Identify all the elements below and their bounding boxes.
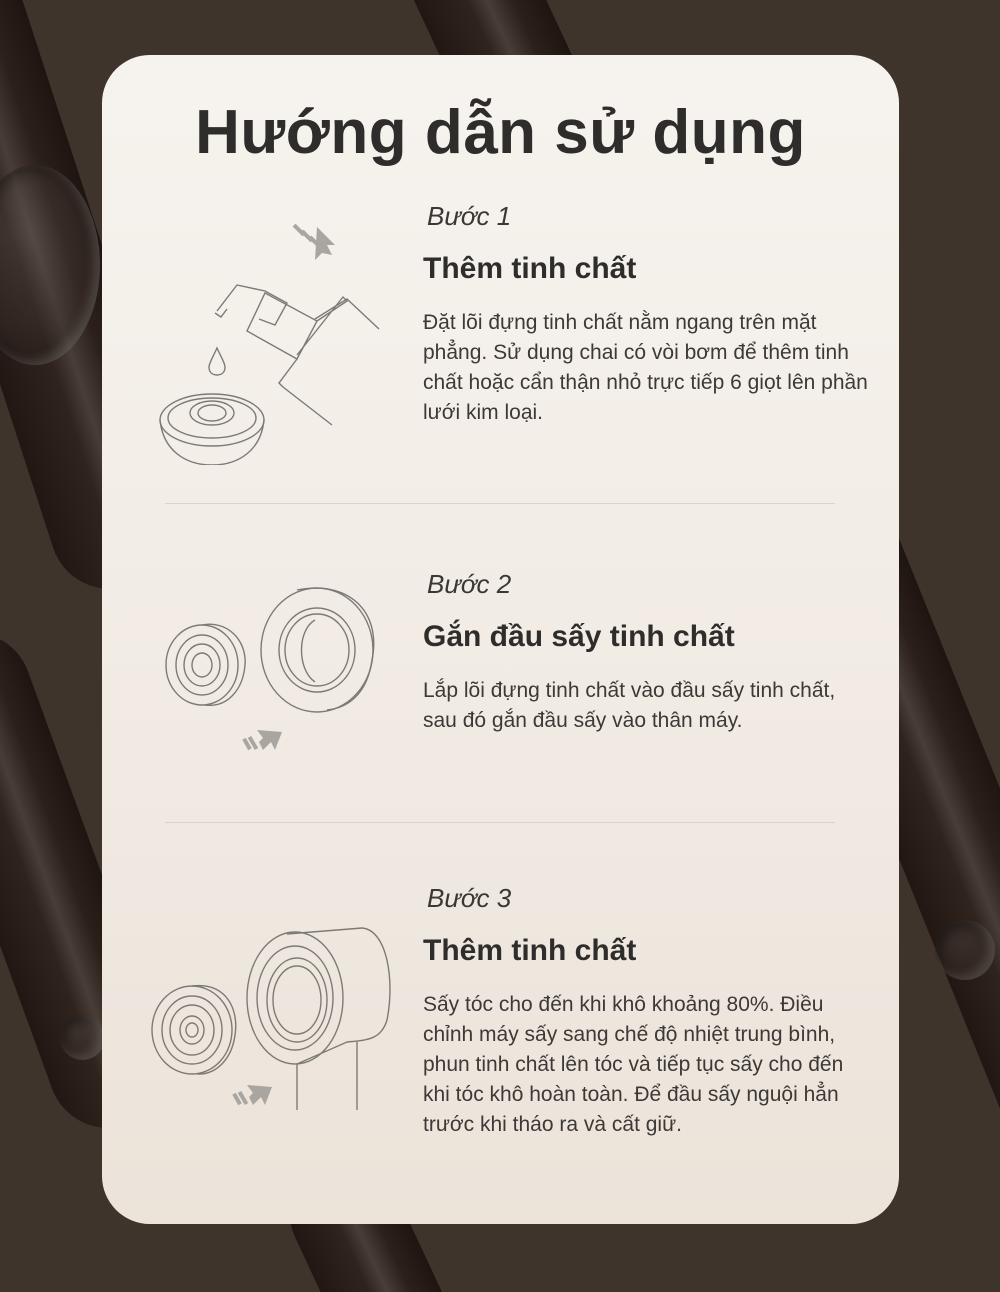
divider [165, 822, 835, 823]
step-heading: Thêm tinh chất [423, 252, 637, 285]
arrow-icon [293, 224, 335, 260]
step-label: Bước 2 [427, 569, 512, 599]
step-3-illustration [147, 920, 397, 1125]
step-1-illustration [147, 215, 387, 470]
pump-bottle-icon [147, 215, 387, 465]
step-description: Sấy tóc cho đến khi khô khoảng 80%. Điều chỉnh máy sấy sang chế độ nhiệt trung bình, phun tinh chất lên tóc và tiếp tục sấy cho đến khi tóc khô hoàn toàn. Để đầu sấy nguội hẳn trước khi tháo ra và cất giữ. [423, 993, 844, 1136]
page-title: Hướng dẫn sử dụng [195, 98, 806, 167]
step-heading: Thêm tinh chất [423, 934, 637, 967]
step-2-illustration [147, 570, 387, 775]
step-heading: Gắn đầu sấy tinh chất [423, 620, 735, 653]
step-label: Bước 3 [427, 883, 512, 913]
divider [165, 503, 835, 504]
arrow-icon [232, 1085, 272, 1105]
step-description: Đặt lõi đựng tinh chất nằm ngang trên mặt phẳng. Sử dụng chai có vòi bơm để thêm tinh chất hoặc cẩn thận nhỏ trực tiếp 6 giọt lên phần lưới kim loại. [423, 311, 868, 424]
step-label: Bước 1 [427, 201, 512, 231]
hair-dryer-icon [147, 920, 397, 1120]
water-droplet [935, 920, 995, 980]
step-description: Lắp lõi đựng tinh chất vào đầu sấy tinh chất, sau đó gắn đầu sấy vào thân máy. [423, 679, 836, 732]
instructions-card [102, 55, 899, 1224]
cartridge-nozzle-icon [147, 570, 387, 770]
arrow-icon [242, 730, 282, 750]
water-droplet [60, 1015, 105, 1060]
